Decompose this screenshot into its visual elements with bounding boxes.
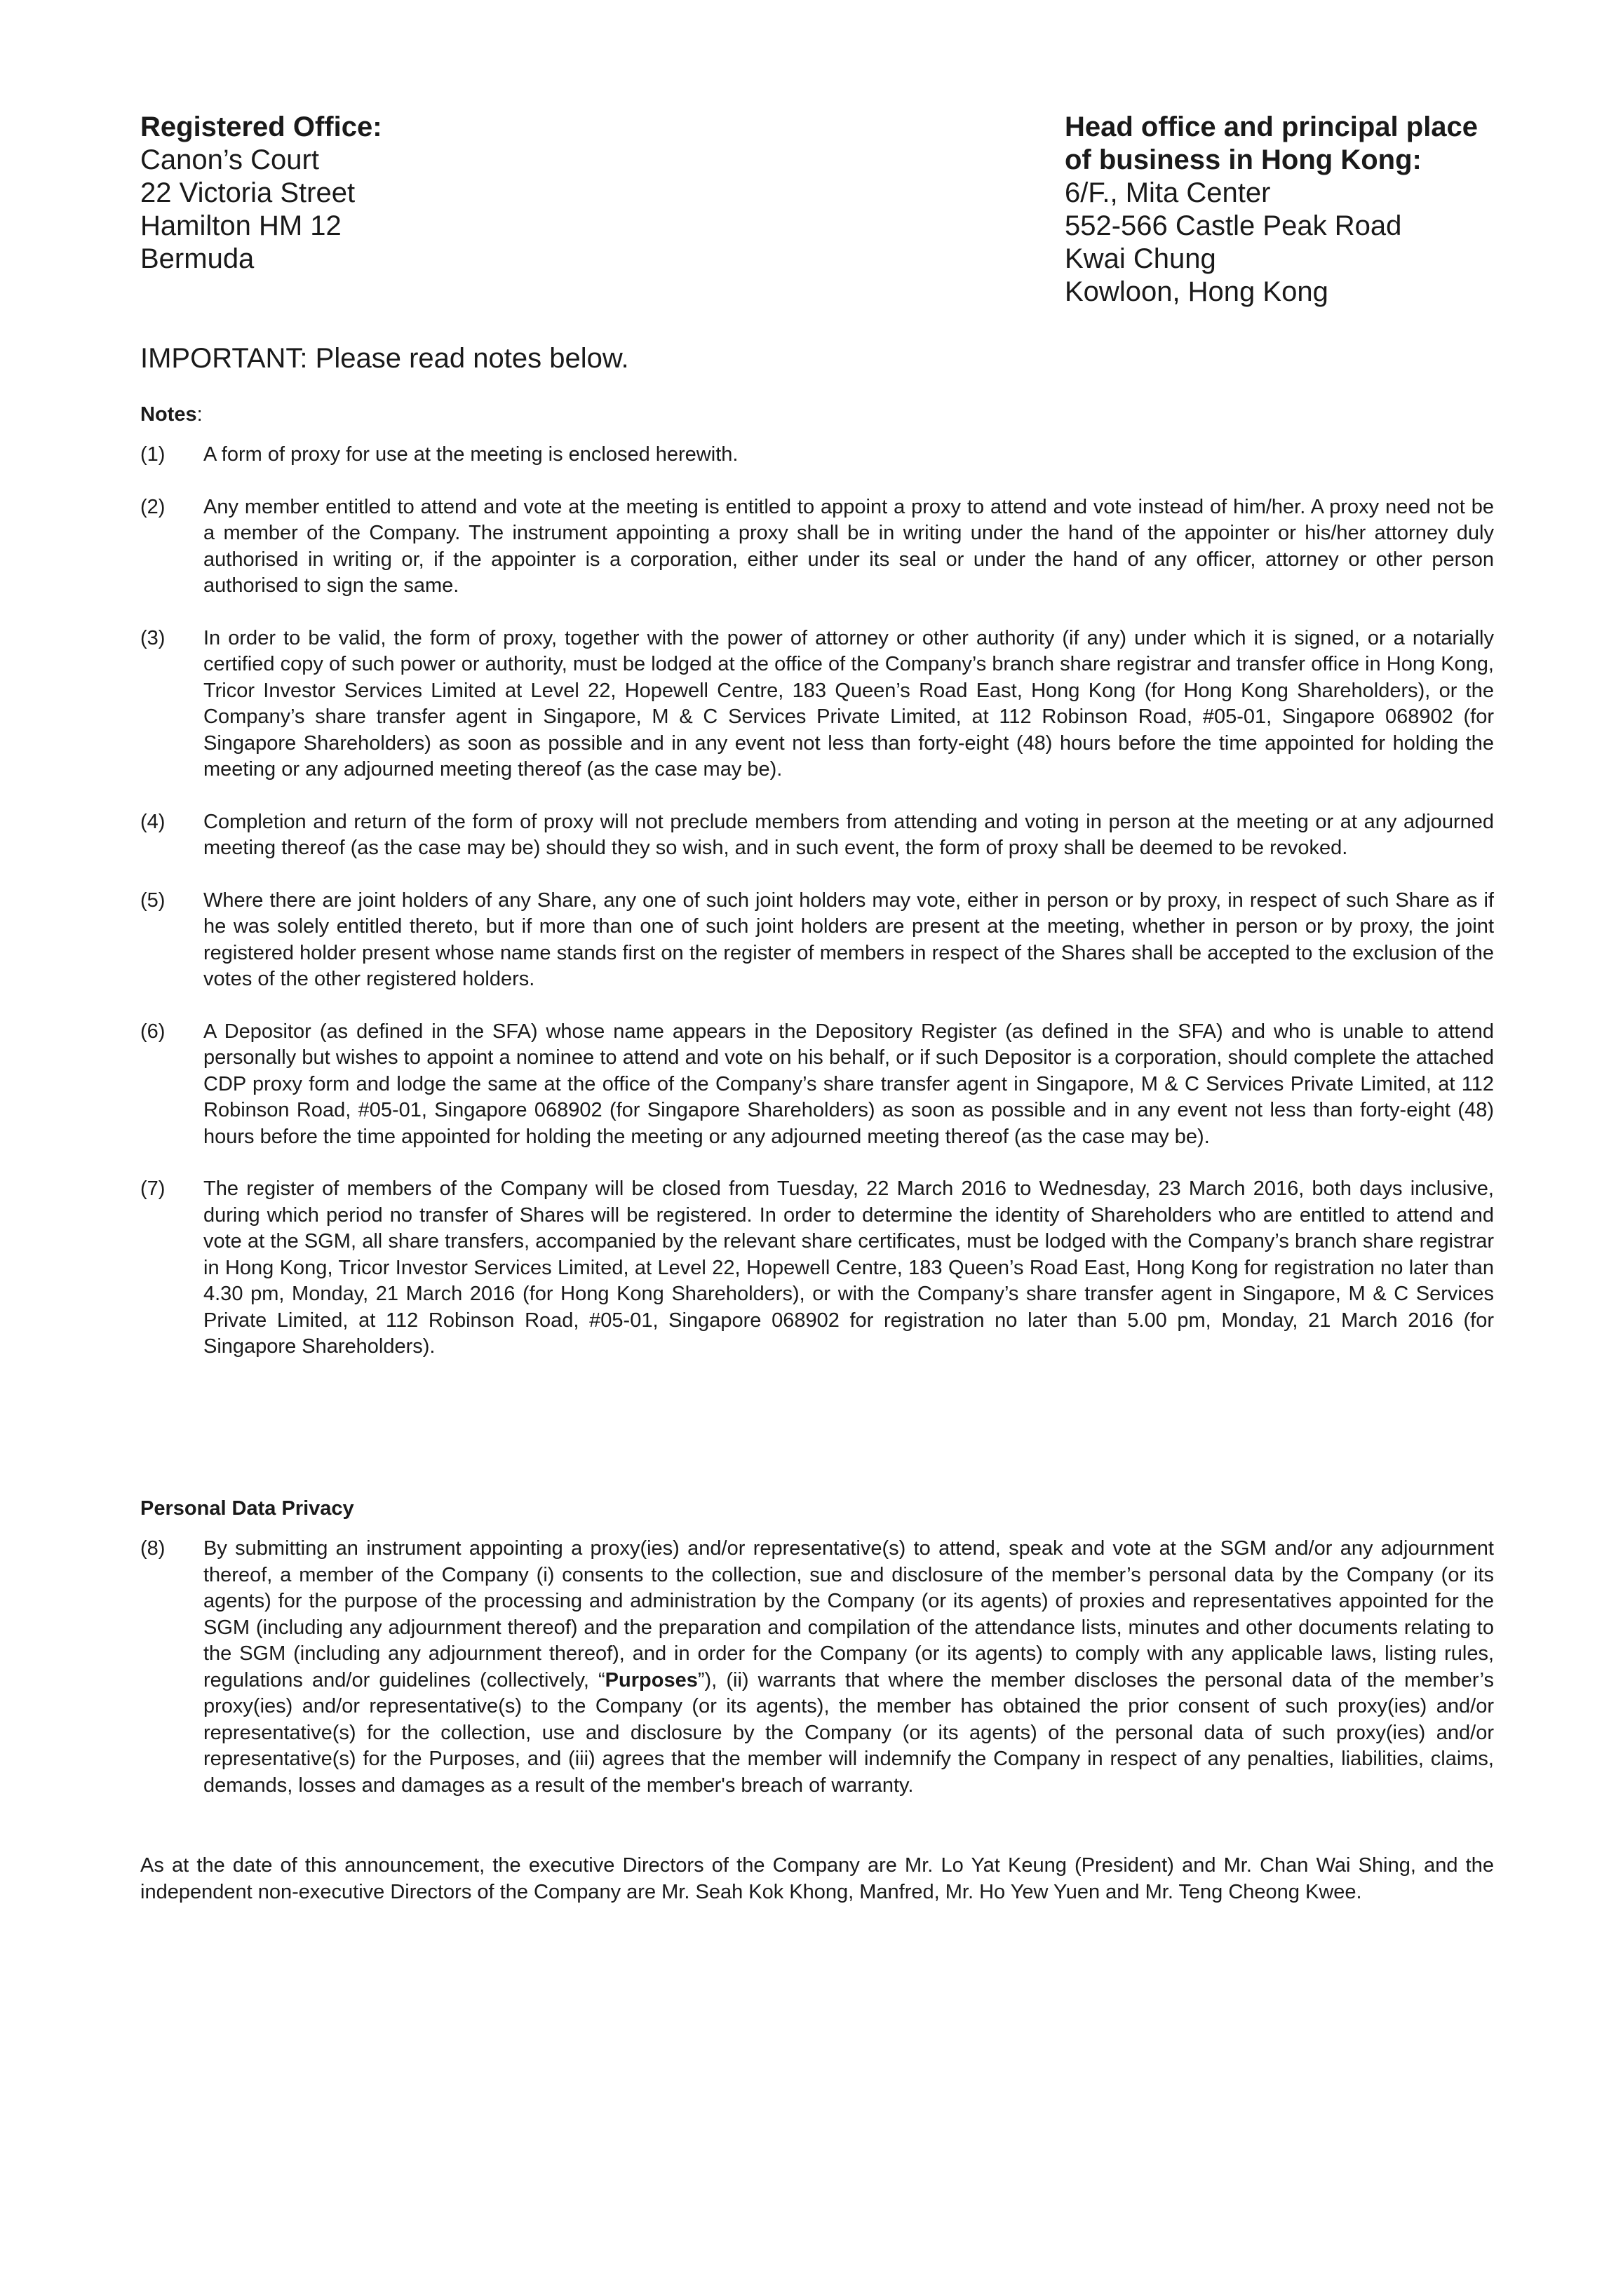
note-item [140,626,1494,783]
note-text: In order to be valid, the form of proxy, together with the power of attorney or other authority (if any) under which it is signed, or a notarially certified copy of such power or authority, must be lodged at the office of the Company’s branch share registrar and transfer office in Hong Kong, Tricor Investor Services Limited at Level 22, Hopewell Centre, 183 Queen’s Road East, Hong Kong (for Hong Kong Shareholders), or the Company’s share transfer agent in Singapore, M & C Services Private Limited, at 112 Robinson Road, #05-01, Singapore 068902 (for Singapore Shareholders) as soon as possible and in any event not less than forty-eight (48) hours before the time appointed for holding the meeting or any adjourned meeting thereof (as the case may be). [203,626,1494,781]
registered-office-line: Hamilton HM 12 [140,210,342,241]
note-number: (5) [140,889,166,912]
note-text: Completion and return of the form of proxy will not preclude members from attending and voting in person at the meeting or at any adjourned meeting thereof (as the case may be) should they so wish, and in such event, the form of proxy shall be deemed to be revoked. [203,810,1494,859]
note-number: (8) [140,1537,166,1560]
notes-list [140,442,1494,1386]
privacy-note [140,1536,1494,1799]
note-item [140,494,1494,600]
note-item [140,1019,1494,1151]
important-notice: IMPORTANT: Please read notes below. [140,343,629,374]
note-item [140,442,1494,468]
note-number: (3) [140,626,166,649]
registered-office-line: Bermuda [140,243,255,274]
note-text: A Depositor (as defined in the SFA) whose name appears in the Depository Register (as defined in the SFA) and who is unable to attend personally but wishes to appoint a nominee to attend and vote on his behalf, or if such Depositor is a corporation, should complete the attached CDP proxy form and lodge the same at the office of the Company’s share transfer agent in Singapore, M & C Services Private Limited, at 112 Robinson Road, #05-01, Singapore 068902 (for Singapore Shareholders) as soon as possible and in any event not less than forty-eight (48) hours before the time appointed for holding the meeting or any adjourned meeting thereof (as the case may be). [203,1020,1494,1148]
registered-office-line: Canon’s Court [140,144,319,175]
note-text: Any member entitled to attend and vote at the meeting is entitled to appoint a proxy to attend and vote instead of him/her. A proxy need not be a member of the Company. The instrument appointing a proxy shall be in writing under the hand of the appointer or his/her attorney duly authorised in writing or, if the appointer is a corporation, either under its seal or under the hand of any officer, attorney or other person authorised to sign the same. [203,495,1494,597]
note-number: (2) [140,495,166,518]
privacy-text-part: ”), (ii) warrants that where the member discloses the personal data of the member’s proxy(ies) and/or representative(s) to the Company (or its agents), the member has obtained the prior consent of such proxy(ies) and/or representative(s) for the collection, use and disclosure by the Company (or its agents) of the personal data of such proxy(ies) and/or representative(s) for the Purposes, and (iii) agrees that the member will indemnify the Company in respect of any penalties, liabilities, claims, demands, losses and damages as a result of the member's breach of warranty. [203,1668,1494,1797]
privacy-section [140,1536,1494,1825]
notes-label [140,401,203,428]
privacy-text [203,1536,1494,1799]
note-number: (1) [140,443,166,466]
directors-statement: As at the date of this announcement, the executive Directors of the Company are Mr. Lo Yat Keung (President) and Mr. Chan Wai Shing, and the independent non-executive Directors of the Company are Mr. Seah Kok Khong, Manfred, Mr. Ho Yew Yuen and Mr. Teng Cheong Kwee. [140,1854,1494,1903]
head-office-line: Kowloon, Hong Kong [1065,276,1328,307]
privacy-heading: Personal Data Privacy [140,1497,354,1520]
head-office-line: Kwai Chung [1065,243,1216,274]
notes-label-text: Notes [140,403,197,426]
head-office-line: 6/F., Mita Center [1065,177,1271,208]
registered-office [140,111,382,276]
purposes-term: Purposes [605,1668,698,1691]
head-office [1065,111,1478,309]
note-item [140,888,1494,993]
note-text: The register of members of the Company will be closed from Tuesday, 22 March 2016 to Wednesday, 23 March 2016, both days inclusive, during which period no transfer of Shares will be registered. In order to determine the identity of Shareholders who are entitled to attend and vote at the SGM, all share transfers, accompanied by the relevant share certificates, must be lodged with the Company’s branch share registrar in Hong Kong, Tricor Investor Services Limited, at Level 22, Hopewell Centre, 183 Queen’s Road East, Hong Kong for registration no later than 4.30 pm, Monday, 21 March 2016 (for Hong Kong Shareholders), or with the Company’s share transfer agent in Singapore, M & C Services Private Limited, at 112 Robinson Road, #05-01, Singapore 068902 for registration no later than 5.00 pm, Monday, 21 March 2016 (for Singapore Shareholders). [203,1177,1494,1358]
note-number: (6) [140,1020,166,1043]
head-office-line: 552-566 Castle Peak Road [1065,210,1402,241]
registered-office-heading: Registered Office: [140,112,382,142]
registered-office-line: 22 Victoria Street [140,177,356,208]
notes-label-colon: : [196,403,203,426]
note-text: Where there are joint holders of any Share, any one of such joint holders may vote, either in person or by proxy, in respect of such Share as if he was solely entitled thereto, but if more than one of such joint holders are present at the meeting, whether in person or by proxy, the joint registered holder present whose name stands first on the register of members in respect of the Shares shall be accepted to the exclusion of the votes of the other registered holders. [203,889,1494,990]
head-office-heading: Head office and principal place [1065,112,1479,142]
note-number: (7) [140,1177,166,1200]
note-text: A form of proxy for use at the meeting is enclosed herewith. [203,443,739,466]
note-item [140,1176,1494,1360]
head-office-heading: of business in Hong Kong: [1065,144,1422,175]
address-block [140,111,1494,321]
note-number: (4) [140,810,166,833]
privacy-text-part: By submitting an instrument appointing a proxy(ies) and/or representative(s) to attend, speak and vote at the SGM and/or any adjournment thereof, a member of the Company (i) consents to the collection, sue and disclosure of the member’s personal data by the Company (or its agents) for the purpose of the processing and administration by the Company (or its agents) of proxies and representatives appointed for the SGM (including any adjournment thereof) and the preparation and compilation of the attendance lists, minutes and other documents relating to the SGM (including any adjournment thereof), and in order for the Company (or its agents) to comply with any applicable laws, listing rules, regulations and/or guidelines (collectively, “ [203,1537,1494,1691]
note-item [140,809,1494,862]
